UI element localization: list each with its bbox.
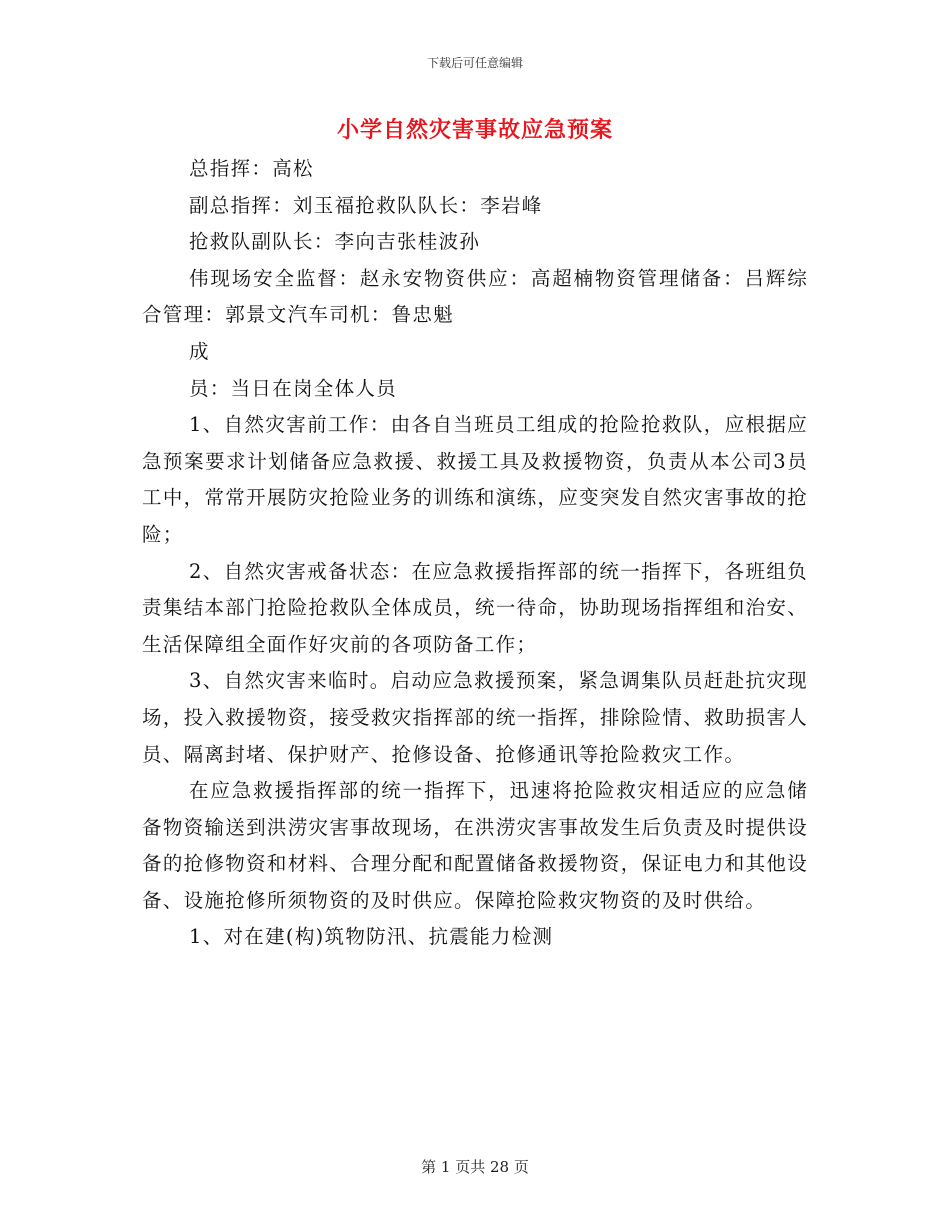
paragraph-deputy-rescue-leader: 抢救队副队长：李向吉张桂波孙 xyxy=(189,230,481,254)
paragraph-supply: 在应急救援指挥部的统一指挥下，迅速将抢险救灾相适应的应急储备物资输送到洪涝灾害事故现场，在洪涝灾害事故发生后负责及时提供设备的抢修物资和材料、合理分配和配置储备救援物资，保证电力和其他设备、设施抢修所须物资的及时供应。保障抢险救灾物资的及时供给。 xyxy=(142,779,808,912)
document-title: 小学自然灾害事故应急预案 xyxy=(336,117,613,143)
paragraph-deputy-commander: 副总指挥：刘玉福抢救队队长：李岩峰 xyxy=(189,193,543,217)
paragraph-commander: 总指挥：高松 xyxy=(189,157,314,180)
paragraph-members: 员：当日在岗全体人员 xyxy=(189,376,398,400)
paragraph-item-2: 2、自然灾害戒备状态：在应急救援指挥部的统一指挥下，各班组负责集结本部门抢险抢救队全体成员，统一待命，协助现场指挥组和治安、生活保障组全面作好灾前的各项防备工作； xyxy=(142,559,808,656)
paragraph-building-check: 1、对在建(构)筑物防汛、抗震能力检测 xyxy=(189,925,554,949)
paragraph-item-1: 1、自然灾害前工作：由各自当班员工组成的抢险抢救队，应根据应急预案要求计划储备应急救援、救援工具及救援物资，负责从本公司3员工中，常常开展防灾抢险业务的训练和演练，应变突发自然灾害事故的抢险； xyxy=(142,413,808,546)
paragraph-item-3: 3、自然灾害来临时。启动应急救援预案，紧急调集队员赶赴抗灾现场，投入救援物资，接受救灾指挥部的统一指挥，排除险情、救助损害人员、隔离封堵、保护财产、抢修设备、抢修通讯等抢险救灾工作。 xyxy=(142,669,808,766)
page-footer: 第 1 页共 28 页 xyxy=(421,1158,529,1176)
header-note: 下载后可任意编辑 xyxy=(426,56,523,70)
paragraph-staff-roles: 伟现场安全监督：赵永安物资供应：高超楠物资管理储备：吕辉综合管理：郭景文汽车司机：鲁忠魁 xyxy=(142,266,808,327)
document-body xyxy=(142,151,808,956)
paragraph-members-label: 成 xyxy=(189,339,210,363)
